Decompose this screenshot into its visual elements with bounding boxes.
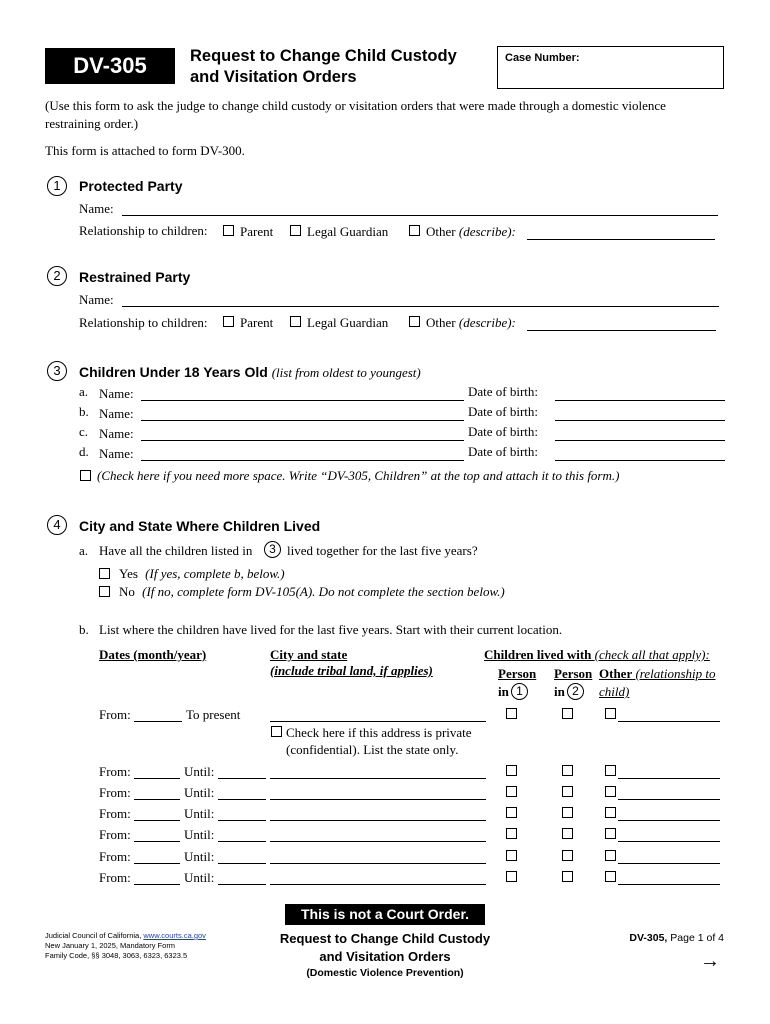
row-other-checkbox[interactable] (605, 765, 616, 776)
section2-guardian-label: Legal Guardian (307, 315, 389, 330)
case-number-box[interactable] (497, 46, 724, 89)
child-dob-field[interactable] (555, 440, 725, 441)
row-person1-checkbox[interactable] (506, 786, 517, 797)
section4-no-text: No (119, 584, 135, 599)
row-until-field[interactable] (218, 863, 266, 864)
row-person2-checkbox[interactable] (562, 786, 573, 797)
child-dob-label: Date of birth: (468, 424, 539, 439)
row-from-label: From: (99, 870, 131, 885)
section1-number: 1 (47, 176, 67, 196)
col-other-note2: child) (599, 684, 630, 699)
child-name-label: Name: (99, 386, 134, 401)
row-city-field[interactable] (270, 841, 486, 842)
child-letter: a. (79, 384, 89, 399)
row-city-field[interactable] (270, 799, 486, 800)
col-person1-label: Person (498, 666, 537, 681)
child-letter: d. (79, 444, 89, 459)
section4-title: City and State Where Children Lived (79, 518, 321, 534)
section1-parent-label: Parent (240, 224, 274, 239)
child-dob-label: Date of birth: (468, 404, 539, 419)
section2-relationship-label: Relationship to children: (79, 315, 208, 330)
row-until-label: Until: (184, 849, 215, 864)
section1-name-label: Name: (79, 201, 114, 216)
row-until-label: Until: (184, 870, 215, 885)
row-other-checkbox[interactable] (605, 871, 616, 882)
row-person2-checkbox[interactable] (562, 828, 573, 839)
form-title-line2: and Visitation Orders (190, 68, 357, 86)
not-court-order-banner (285, 904, 485, 925)
section1-name-field[interactable] (122, 215, 718, 216)
row-until-field[interactable] (218, 799, 266, 800)
col-other-header (599, 666, 716, 682)
section4-b-text: List where the children have lived for the last five years. Start with their current location. (99, 622, 563, 637)
row0-from-field[interactable] (134, 721, 182, 722)
col-person2-ref: 2 (567, 683, 584, 700)
section3-number: 3 (47, 361, 67, 381)
section4-no-label (119, 584, 505, 600)
section4-no-checkbox[interactable] (99, 586, 110, 597)
footer-title-line1: Request to Change Child Custody (279, 931, 491, 946)
section3-title-text: Children Under 18 Years Old (79, 364, 268, 380)
row-from-field[interactable] (134, 820, 180, 821)
child-letter: c. (79, 424, 89, 439)
section1-other-field[interactable] (527, 239, 715, 240)
row-city-field[interactable] (270, 884, 486, 885)
child-dob-label: Date of birth: (468, 444, 539, 459)
child-name-label: Name: (99, 446, 134, 461)
row-from-field[interactable] (134, 799, 180, 800)
row-from-field[interactable] (134, 884, 180, 885)
page-number: Page 1 of 4 (670, 932, 724, 944)
section2-parent-label: Parent (240, 315, 274, 330)
child-name-field[interactable] (141, 440, 464, 441)
section2-number: 2 (47, 266, 67, 286)
row-other-field[interactable] (618, 863, 720, 864)
row-person1-checkbox[interactable] (506, 850, 517, 861)
footer-title (265, 930, 505, 980)
row-from-label: From: (99, 764, 131, 779)
section1-other-checkbox[interactable] (409, 225, 420, 236)
row-from-field[interactable] (134, 778, 180, 779)
row-other-checkbox[interactable] (605, 850, 616, 861)
row-city-field[interactable] (270, 778, 486, 779)
section4-a-letter: a. (79, 543, 89, 558)
row0-other-field[interactable] (618, 721, 720, 722)
page-indicator (560, 932, 724, 944)
row-until-field[interactable] (218, 778, 266, 779)
form-id: DV-305 (73, 53, 147, 78)
section4-a-text-after: lived together for the last five years? (287, 543, 478, 558)
row-until-field[interactable] (218, 820, 266, 821)
section2-parent-checkbox[interactable] (223, 316, 234, 327)
section2-other-describe: (describe): (458, 315, 516, 330)
row-city-field[interactable] (270, 820, 486, 821)
row-from-label: From: (99, 806, 131, 821)
section2-other-checkbox[interactable] (409, 316, 420, 327)
row-person2-checkbox[interactable] (562, 871, 573, 882)
child-name-field[interactable] (141, 460, 464, 461)
section2-other-text: Other (426, 315, 456, 330)
child-name-label: Name: (99, 406, 134, 421)
row-other-field[interactable] (618, 778, 720, 779)
row-until-field[interactable] (218, 841, 266, 842)
intro-line2: restraining order.) (45, 116, 139, 131)
section4-yes-note: (If yes, complete b, below.) (145, 566, 285, 581)
row-from-field[interactable] (134, 863, 180, 864)
col-lived-with-note: (check all that apply): (594, 647, 710, 662)
section1-title: Protected Party (79, 178, 183, 194)
section1-guardian-checkbox[interactable] (290, 225, 301, 236)
col-person1-in: in (498, 684, 509, 699)
row-person2-checkbox[interactable] (562, 807, 573, 818)
section2-other-label (426, 315, 516, 331)
child-dob-label: Date of birth: (468, 384, 539, 399)
child-name-field[interactable] (141, 400, 464, 401)
section4-yes-label (119, 566, 285, 582)
section3-title (79, 364, 421, 381)
row0-person1-checkbox[interactable] (506, 708, 517, 719)
section2-name-label: Name: (79, 292, 114, 307)
row-person2-checkbox[interactable] (562, 765, 573, 776)
row-until-label: Until: (184, 827, 215, 842)
section4-b-letter: b. (79, 622, 89, 637)
section1-relationship-label: Relationship to children: (79, 223, 208, 238)
section4-a-text-before: Have all the children listed in (99, 543, 253, 558)
section2-title: Restrained Party (79, 269, 191, 285)
section2-other-field[interactable] (527, 330, 716, 331)
row-city-field[interactable] (270, 863, 486, 864)
row-other-field[interactable] (618, 820, 720, 821)
col-person2-label: Person (554, 666, 593, 681)
intro-line1: (Use this form to ask the judge to change child custody or visitation orders that were made through a domestic violence (45, 98, 666, 113)
row0-other-checkbox[interactable] (605, 708, 616, 719)
section4-a-question (99, 543, 252, 559)
row-from-label: From: (99, 849, 131, 864)
child-dob-field[interactable] (555, 460, 725, 461)
col-other-text: Other (599, 666, 633, 681)
row-from-label: From: (99, 827, 131, 842)
col-person2-in: in (554, 684, 565, 699)
more-space-checkbox[interactable] (80, 470, 91, 481)
section4-no-note: (If no, complete form DV-105(A). Do not complete the section below.) (142, 584, 505, 599)
section4-number: 4 (47, 515, 67, 535)
child-dob-field[interactable] (555, 420, 725, 421)
more-space-note: (Check here if you need more space. Write “DV-305, Children” at the top and attach it to this form.) (97, 468, 620, 483)
footer-code: Family Code, §§ 3048, 3063, 6323, 6323.5 (45, 951, 188, 960)
row-until-label: Until: (184, 764, 215, 779)
next-page-arrow-icon[interactable]: → (700, 950, 720, 972)
row-from-label: From: (99, 785, 131, 800)
row-other-field[interactable] (618, 884, 720, 885)
footer-subtitle: (Domestic Violence Prevention) (306, 967, 464, 979)
row-person1-checkbox[interactable] (506, 807, 517, 818)
child-dob-field[interactable] (555, 400, 725, 401)
footer-council: Judicial Council of California, (45, 931, 142, 940)
case-number-label: Case Number: (505, 52, 580, 64)
col-person1-ref: 1 (511, 683, 528, 700)
form-id-badge (45, 48, 175, 84)
private-line1: Check here if this address is private (286, 725, 472, 740)
section1-other-text: Other (426, 224, 456, 239)
row-person1-checkbox[interactable] (506, 765, 517, 776)
private-line2: (confidential). List the state only. (286, 742, 459, 757)
row-from-field[interactable] (134, 841, 180, 842)
row0-from-label: From: (99, 707, 131, 722)
row0-to-present: To present (186, 707, 241, 722)
section4-a-ref: 3 (264, 541, 281, 558)
row-person2-checkbox[interactable] (562, 850, 573, 861)
row-other-checkbox[interactable] (605, 786, 616, 797)
section2-guardian-checkbox[interactable] (290, 316, 301, 327)
section1-other-describe: (describe): (458, 224, 516, 239)
section2-name-field[interactable] (122, 306, 719, 307)
footer-revised: New January 1, 2025, Mandatory Form (45, 941, 176, 950)
child-name-field[interactable] (141, 420, 464, 421)
private-address-checkbox[interactable] (271, 726, 282, 737)
col-dates-header: Dates (month/year) (99, 647, 207, 662)
section1-guardian-label: Legal Guardian (307, 224, 389, 239)
section1-other-label (426, 224, 516, 240)
footer-left (45, 931, 206, 961)
attached-note: This form is attached to form DV-300. (45, 143, 245, 158)
row0-person2-checkbox[interactable] (562, 708, 573, 719)
col-city-header: City and state (270, 647, 348, 662)
form-title-line1: Request to Change Child Custody (190, 47, 457, 65)
section3-subtitle: (list from oldest to youngest) (271, 365, 421, 380)
row-person1-checkbox[interactable] (506, 871, 517, 882)
row-until-field[interactable] (218, 884, 266, 885)
row-other-field[interactable] (618, 841, 720, 842)
row-other-checkbox[interactable] (605, 828, 616, 839)
footer-title-line2: and Visitation Orders (319, 949, 451, 964)
section4-yes-text: Yes (119, 566, 138, 581)
child-letter: b. (79, 404, 89, 419)
page-form-id: DV-305, (629, 932, 668, 944)
row-other-field[interactable] (618, 799, 720, 800)
row-person1-checkbox[interactable] (506, 828, 517, 839)
child-name-label: Name: (99, 426, 134, 441)
col-city-note: (include tribal land, if applies) (270, 663, 433, 678)
footer-council-link[interactable]: www.courts.ca.gov (143, 931, 206, 940)
section4-yes-checkbox[interactable] (99, 568, 110, 579)
row-other-checkbox[interactable] (605, 807, 616, 818)
section1-parent-checkbox[interactable] (223, 225, 234, 236)
col-lived-with-header (484, 647, 710, 663)
row-until-label: Until: (184, 806, 215, 821)
not-court-order-text: This is not a Court Order. (300, 906, 470, 922)
col-lived-with-text: Children lived with (484, 647, 592, 662)
col-other-note1: (relationship to (635, 666, 716, 681)
form-title (190, 46, 457, 88)
row0-city-field[interactable] (270, 721, 486, 722)
row-until-label: Until: (184, 785, 215, 800)
